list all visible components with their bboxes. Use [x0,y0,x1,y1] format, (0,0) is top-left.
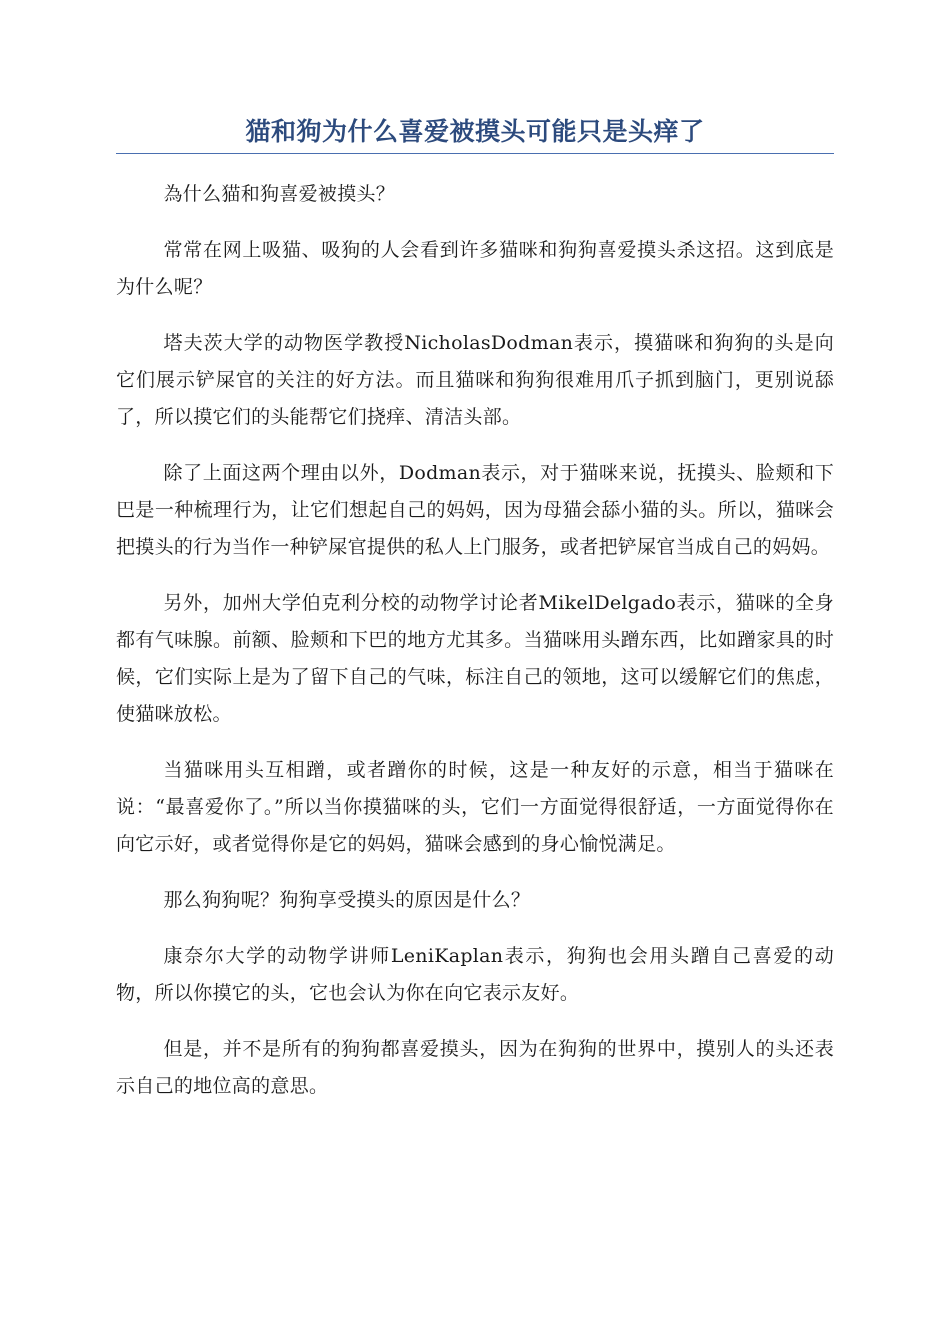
paragraph: 但是，并不是所有的狗狗都喜爱摸头，因为在狗狗的世界中，摸别人的头还表示自己的地位高的意思。 [116,1038,834,1097]
paragraph: 除了上面这两个理由以外，Dodman表示，对于猫咪来说，抚摸头、脸颊和下巴是一种梳理行为，让它们想起自己的妈妈，因为母猫会舔小猫的头。所以，猫咪会把摸头的行为当作一种铲屎官提供的私人上门服务，或者把铲屎官当成自己的妈妈。 [116,462,834,558]
paragraph: 常常在网上吸猫、吸狗的人会看到许多猫咪和狗狗喜爱摸头杀这招。这到底是为什么呢？ [116,239,834,298]
paragraph: 那么狗狗呢？狗狗享受摸头的原因是什么？ [163,889,531,911]
document-title: 猫和狗为什么喜爱被摸头可能只是头痒了 [116,112,834,154]
paragraph: 另外，加州大学伯克利分校的动物学讨论者MikelDelgado表示，猫咪的全身都有气味腺。前额、脸颊和下巴的地方尤其多。当猫咪用头蹭东西，比如蹭家具的时候，它们实际上是为了留下自己的气味，标注自己的领地，这可以缓解它们的焦虑，使猫咪放松。 [116,592,834,725]
paragraph: 為什么猫和狗喜爱被摸头？ [163,183,396,205]
paragraph: 康奈尔大学的动物学讲师LeniKaplan表示，狗狗也会用头蹭自己喜爱的动物，所以你摸它的头，它也会认为你在向它表示友好。 [116,945,834,1004]
document-page [116,112,834,1124]
document-body [116,176,834,1105]
paragraph: 塔夫茨大学的动物医学教授NicholasDodman表示，摸猫咪和狗狗的头是向它们展示铲屎官的关注的好方法。而且猫咪和狗狗很难用爪子抓到脑门，更别说舔了，所以摸它们的头能帮它们挠痒、清洁头部。 [116,332,834,428]
paragraph: 当猫咪用头互相蹭，或者蹭你的时候，这是一种友好的示意，相当于猫咪在说：“最喜爱你了。”所以当你摸猫咪的头，它们一方面觉得很舒适，一方面觉得你在向它示好，或者觉得你是它的妈妈，猫咪会感到的身心愉悦满足。 [116,759,834,855]
